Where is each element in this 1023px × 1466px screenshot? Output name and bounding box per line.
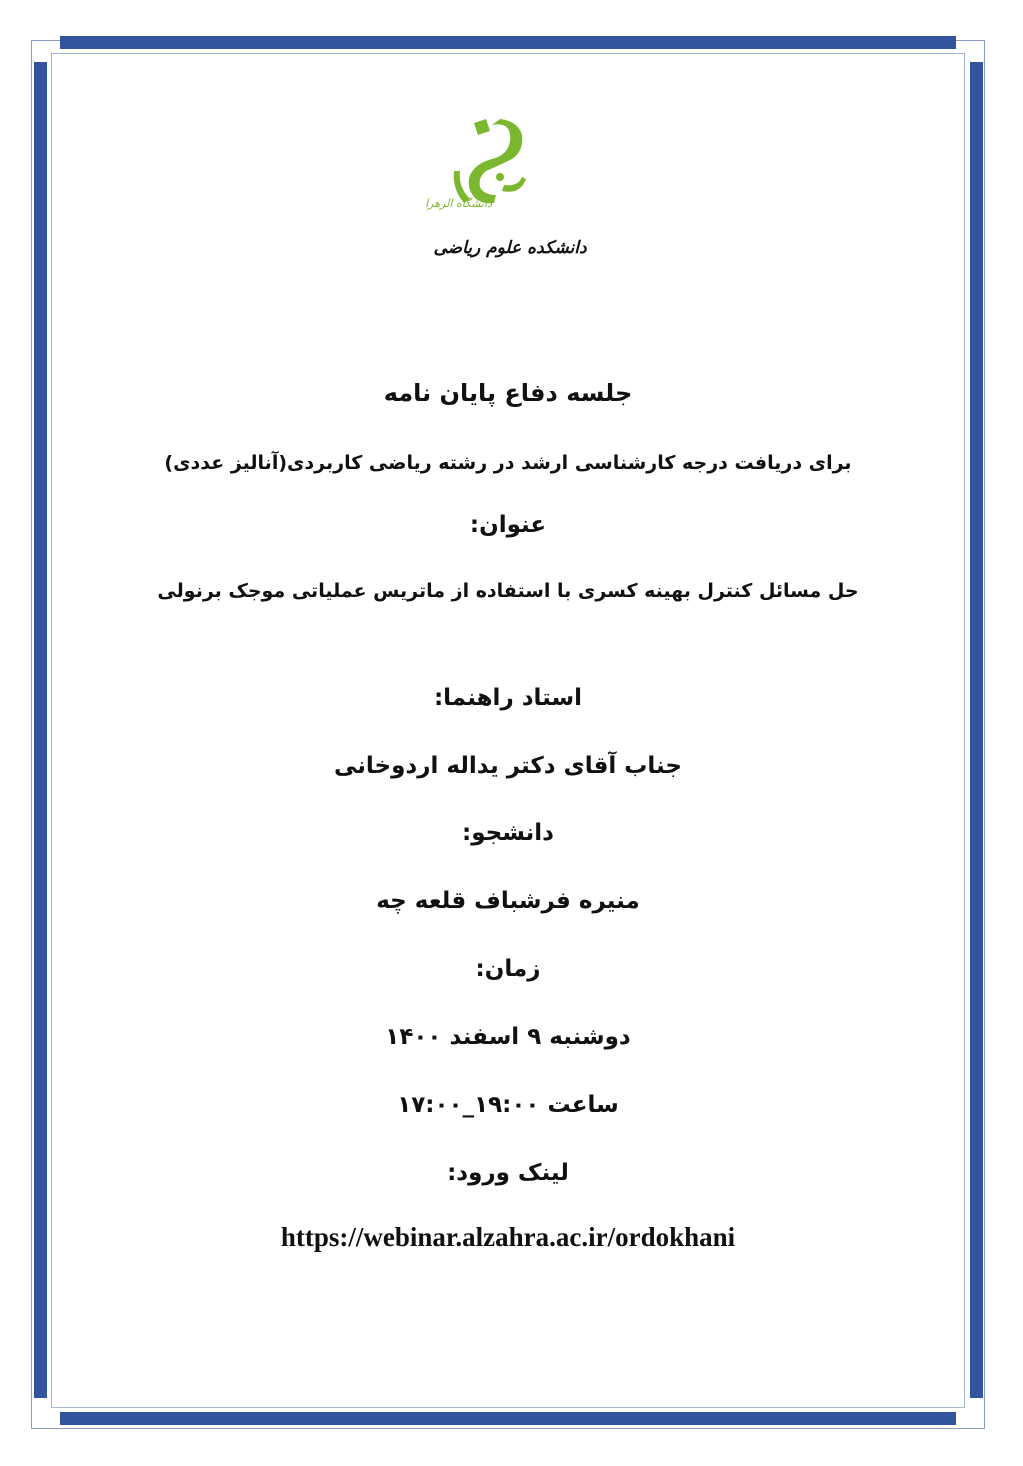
title-label: عنوان: [469,512,547,538]
time-label: زمان: [475,956,541,982]
university-logo [425,115,564,215]
advisor-name: جناب آقای دکتر یداله اردوخانی [333,753,682,779]
page-border-right [970,62,983,1398]
thesis-title: حل مسائل کنترل بهینه کسری با استفاده از ماتریس عملیاتی موجک برنولی [157,580,859,602]
advisor-label: استاد راهنما: [433,685,583,711]
page-border-top [60,36,956,49]
defense-date: دوشنبه ۹ اسفند ۱۴۰۰ [385,1024,631,1050]
alzahra-university-logo-icon [425,115,564,215]
student-label: دانشجو: [462,820,554,846]
student-name: منیره فرشباف قلعه چه [376,888,640,914]
defense-hours: ساعت ۱۹:۰۰_۱۷:۰۰ [397,1092,619,1118]
faculty-name: دانشکده علوم ریاضی [433,238,587,258]
degree-line: برای دریافت درجه کارشناسی ارشد در رشته ریاضی کاربردی(آنالیز عددی) [164,452,852,474]
page-title: جلسه دفاع پایان نامه [383,379,633,407]
page-border-left [34,62,47,1398]
link-label: لینک ورود: [447,1160,569,1186]
webinar-link[interactable]: https://webinar.alzahra.ac.ir/ordokhani [280,1222,736,1252]
page-border-bottom [60,1412,956,1425]
logo-university-text: دانشگاه الزهرا [425,197,492,210]
